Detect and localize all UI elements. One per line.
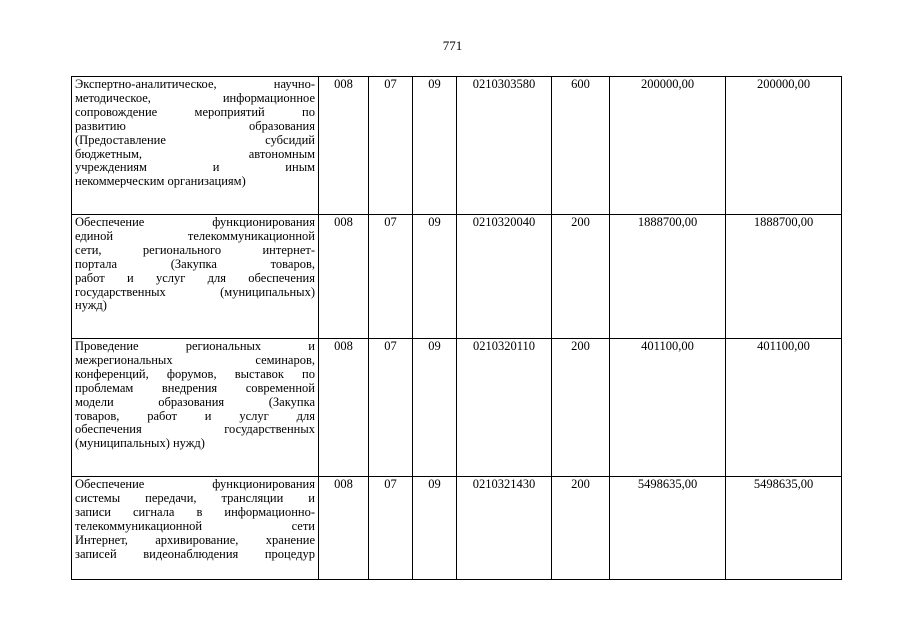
cell-target-article: 0210320040 <box>457 215 552 339</box>
description-line: Экспертно-аналитическое, научно- <box>75 77 315 91</box>
description-line: работ и услуг для обеспечения <box>75 270 315 285</box>
description-line: некоммерческим организациям) <box>75 174 246 189</box>
description-line: развитию образования <box>75 118 315 133</box>
cell-expense-type: 200 <box>552 339 610 477</box>
cell-section: 07 <box>369 339 413 477</box>
description-line: (Предоставление субсидий <box>75 132 315 147</box>
description-line: (муниципальных) нужд) <box>75 436 205 451</box>
description-line: сопровождение мероприятий по <box>75 104 315 119</box>
cell-subsection: 09 <box>413 339 457 477</box>
row-description <box>72 477 319 580</box>
cell-expense-type: 600 <box>552 77 610 215</box>
cell-sum-2: 401100,00 <box>726 339 842 477</box>
description-line: обеспечения государственных <box>75 422 315 437</box>
cell-section: 07 <box>369 77 413 215</box>
cell-grbs: 008 <box>319 477 369 580</box>
cell-grbs: 008 <box>319 215 369 339</box>
row-description <box>72 77 319 215</box>
description-line: товаров, работ и услуг для <box>75 408 315 423</box>
description-line: записи сигнала в информационно- <box>75 504 315 519</box>
cell-target-article: 0210303580 <box>457 77 552 215</box>
cell-sum-1: 200000,00 <box>610 77 726 215</box>
cell-target-article: 0210321430 <box>457 477 552 580</box>
description-line: нужд) <box>75 298 107 313</box>
cell-sum-1: 5498635,00 <box>610 477 726 580</box>
table-row <box>72 215 842 339</box>
description-line: портала (Закупка товаров, <box>75 256 315 271</box>
cell-subsection: 09 <box>413 477 457 580</box>
description-line: записей видеонаблюдения процедур <box>75 546 315 561</box>
description-line: сети, регионального интернет- <box>75 242 315 257</box>
budget-table <box>71 76 842 580</box>
cell-sum-2: 1888700,00 <box>726 215 842 339</box>
cell-subsection: 09 <box>413 215 457 339</box>
description-line: телекоммуникационной сети <box>75 518 315 533</box>
cell-sum-1: 401100,00 <box>610 339 726 477</box>
description-line: проблемам внедрения современной <box>75 380 315 395</box>
cell-grbs: 008 <box>319 339 369 477</box>
description-line: системы передачи, трансляции и <box>75 490 315 505</box>
cell-section: 07 <box>369 215 413 339</box>
cell-sum-2: 5498635,00 <box>726 477 842 580</box>
cell-grbs: 008 <box>319 77 369 215</box>
row-description <box>72 215 319 339</box>
cell-expense-type: 200 <box>552 477 610 580</box>
description-line: Проведение региональных и <box>75 339 315 353</box>
description-line: модели образования (Закупка <box>75 394 315 409</box>
table-row <box>72 77 842 215</box>
description-line: единой телекоммуникационной <box>75 228 315 243</box>
description-line: учреждениям и иным <box>75 160 315 175</box>
table-row <box>72 339 842 477</box>
cell-expense-type: 200 <box>552 215 610 339</box>
cell-sum-2: 200000,00 <box>726 77 842 215</box>
cell-section: 07 <box>369 477 413 580</box>
table-row <box>72 477 842 580</box>
description-line: государственных (муниципальных) <box>75 284 315 299</box>
cell-subsection: 09 <box>413 77 457 215</box>
description-line: Обеспечение функционирования <box>75 215 315 229</box>
description-line: методическое, информационное <box>75 90 315 105</box>
description-line: межрегиональных семинаров, <box>75 352 315 367</box>
description-line: конференций, форумов, выставок по <box>75 366 315 381</box>
description-line: Обеспечение функционирования <box>75 477 315 491</box>
page-number: 771 <box>442 38 463 53</box>
row-description <box>72 339 319 477</box>
description-line: Интернет, архивирование, хранение <box>75 532 315 547</box>
description-line: бюджетным, автономным <box>75 146 315 161</box>
cell-sum-1: 1888700,00 <box>610 215 726 339</box>
cell-target-article: 0210320110 <box>457 339 552 477</box>
